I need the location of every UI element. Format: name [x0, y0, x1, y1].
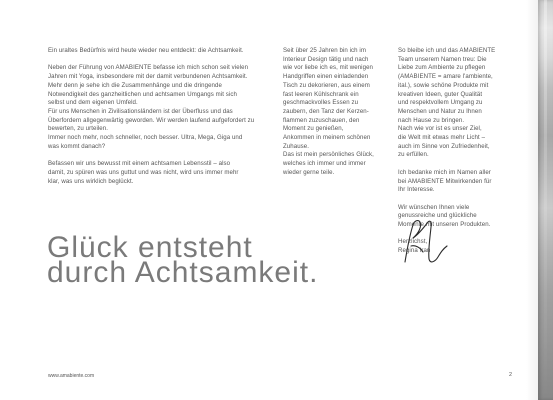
- closing-greeting: Herzlichst,: [398, 238, 428, 246]
- text-paragraph: Neben der Führung von AMABIENTE befasse ich mich schon seit vielen Jahren mit Yoga, insbesondere mit der damit verbundenen Achtsamkeit. Mehr denn je sehe ich die Zusammenhänge und die dringende Notwendigkeit des ganzheitlichen und achtsamen Umgangs mit sich selbst und dem eigenen Umfeld. Für uns Menschen in Zivilisationsländern ist der Überfluss und das Überfordern allgegenwärtig geworden. Wir werden laufend aufgefordert zu bewerten, zu urteilen. Immer noch mehr, noch schneller, noch besser. Ultra, Mega, Giga und was kommt danach?: [48, 64, 255, 150]
- text-paragraph: So bleibe ich und das AMABIENTE Team unserem Namen treu: Die Liebe zum Ambiente zu pflegen (AMABIENTE = amare l'ambiente, ital.), sowie schöne Produkte mit kreativen Ideen, guter Qualität und respektvollem Umgang zu Menschen und Natur zu Ihnen nach Hause zu bringen. Nach wie vor ist es unser Ziel, die Welt mit etwas mehr Licht – auch im Sinne von Zufriedenheit, zu erfüllen.: [398, 47, 496, 159]
- text-paragraph: Ich bedanke mich im Namen aller bei AMABIENTE Mitwirkenden für Ihr Interesse.: [398, 168, 492, 194]
- text-column-1: [48, 47, 254, 195]
- headline-line: Glück entsteht: [47, 231, 253, 264]
- headline: [47, 231, 319, 289]
- intro-paragraph: Ein uraltes Bedürfnis wird heute wieder neu entdeckt: die Achtsamkeit.: [48, 47, 244, 54]
- text-paragraph: Wir wünschen Ihnen viele genussreiche und glückliche Momente mit unseren Produkten.: [398, 203, 491, 229]
- adjacent-page-photo-edge: [538, 0, 553, 400]
- page-number: 2: [509, 372, 512, 378]
- headline-line: durch Achtsamkeit.: [47, 256, 319, 289]
- text-paragraph: Befassen wir uns bewusst mit einem achtsamen Lebensstil – also damit, zu spüren was uns guttut und was nicht, wird uns immer mehr klar, was uns wirklich beglückt.: [48, 160, 239, 185]
- signatory-name: Regina Iran: [398, 247, 431, 255]
- page-gutter-shadow: [526, 0, 538, 400]
- handwritten-signature: [401, 216, 457, 266]
- text-column-2: [283, 47, 374, 186]
- website-url: www.amabiente.com: [48, 373, 95, 379]
- text-paragraph: Seit über 25 Jahren bin ich im Interieur Design tätig und nach wie vor liebe ich es, mit wenigen Handgriffen einen einladenden Tisch zu dekorieren, aus einem fast leeren Kühlschrank ein geschmackvolles Essen zu zaubern, den Tanz der Kerzen- flammen zuzuschauen, den Moment zu genießen, Ankommen in meinem schönen Zuhause. Das ist mein persönliches Glück, welches ich immer und immer wieder gerne teile.: [283, 47, 374, 176]
